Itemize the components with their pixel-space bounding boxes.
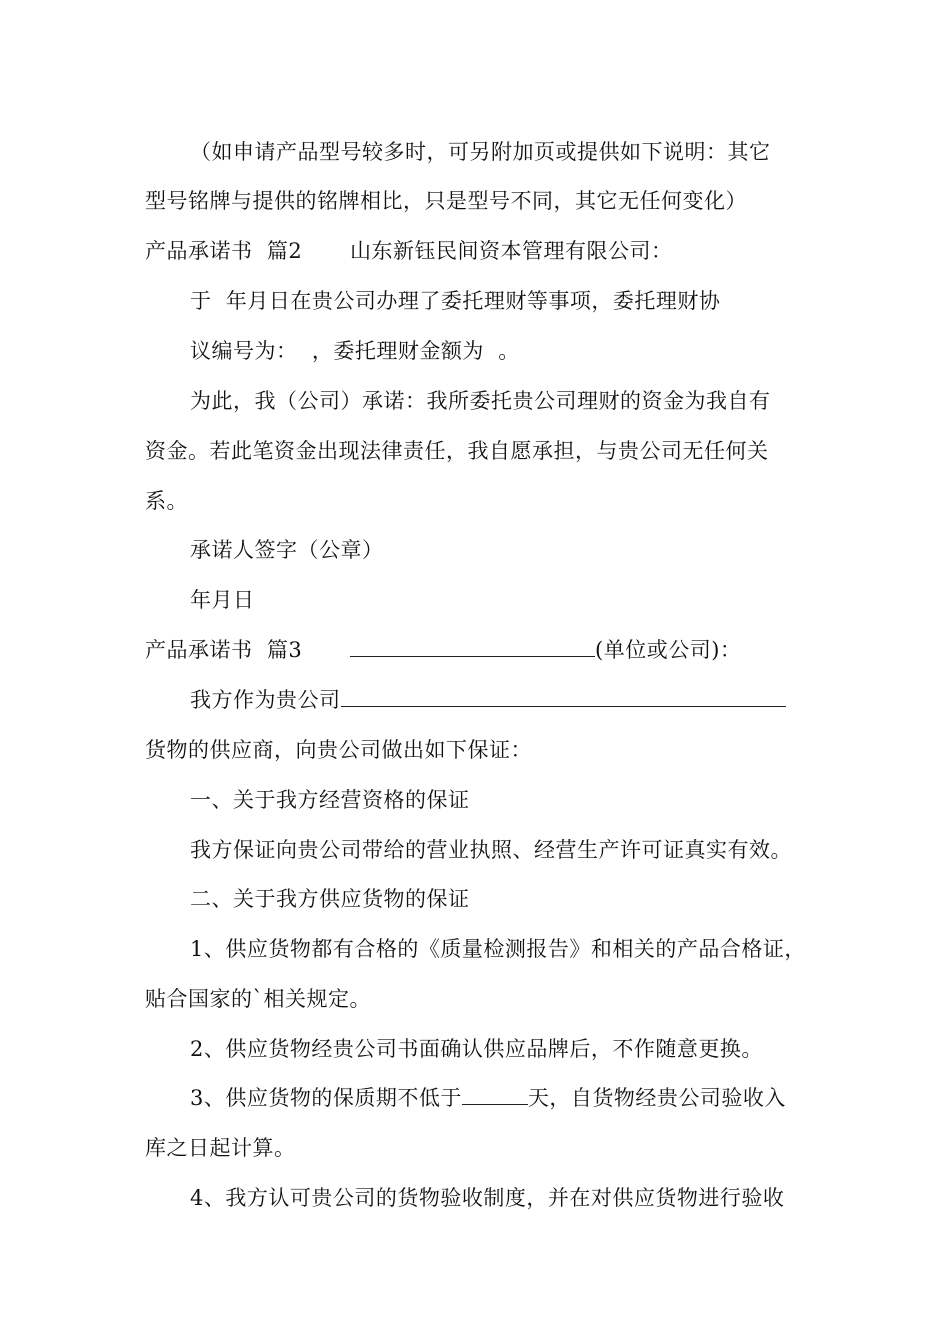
paragraph-line: 2、供应货物经贵公司书面确认供应品牌后，不作随意更换。: [190, 1037, 763, 1061]
point3-suffix: 天，自货物经贵公司验收入: [527, 1086, 786, 1110]
paragraph-line: 我方保证向贵公司带给的营业执照、经营生产许可证真实有效。: [190, 838, 792, 862]
paragraph-line: 于 年月日在贵公司办理了委托理财等事项，委托理财协: [190, 289, 721, 313]
paragraph-line: 系。: [145, 489, 188, 513]
section-heading: 产品承诺书 篇2: [145, 239, 303, 263]
blank-underline: [350, 636, 595, 657]
item-heading: 二、关于我方供应货物的保证: [190, 887, 470, 911]
addressee: [350, 635, 741, 665]
date-line: 年月日: [190, 588, 255, 612]
signature-line: 承诺人签字（公章）: [190, 538, 384, 562]
addressee-suffix: (单位或公司)：: [595, 638, 742, 662]
section-heading: 产品承诺书 篇3: [145, 638, 303, 662]
paragraph-line: 1、供应货物都有合格的《质量检测报告》和相关的产品合格证，: [190, 937, 806, 961]
paragraph-line: 贴合国家的`相关规定。: [145, 987, 371, 1011]
intro-prefix: 我方作为贵公司: [190, 688, 341, 712]
paragraph-line: 4、我方认可贵公司的货物验收制度，并在对供应货物进行验收: [190, 1186, 785, 1210]
paragraph-line: 货物的供应商，向贵公司做出如下保证：: [145, 738, 532, 762]
item-heading: 一、关于我方经营资格的保证: [190, 788, 470, 812]
paragraph-line: 型号铭牌与提供的铭牌相比，只是型号不同，其它无任何变化）: [145, 189, 747, 213]
paragraph-line: [190, 685, 786, 715]
paragraph-line: 议编号为： ，委托理财金额为 。: [190, 339, 520, 363]
paragraph-line: 库之日起计算。: [145, 1136, 296, 1160]
paragraph-line: （如申请产品型号较多时，可另附加页或提供如下说明：其它: [190, 140, 771, 164]
paragraph-line: 为此，我（公司）承诺：我所委托贵公司理财的资金为我自有: [190, 389, 771, 413]
blank-underline: [462, 1084, 528, 1105]
addressee: 山东新钰民间资本管理有限公司：: [350, 239, 673, 263]
paragraph-line: 资金。若此笔资金出现法律责任，我自愿承担，与贵公司无任何关: [145, 439, 769, 463]
point3-prefix: 3、供应货物的保质期不低于: [190, 1086, 462, 1110]
paragraph-line: [190, 1083, 786, 1113]
blank-underline: [341, 686, 786, 707]
